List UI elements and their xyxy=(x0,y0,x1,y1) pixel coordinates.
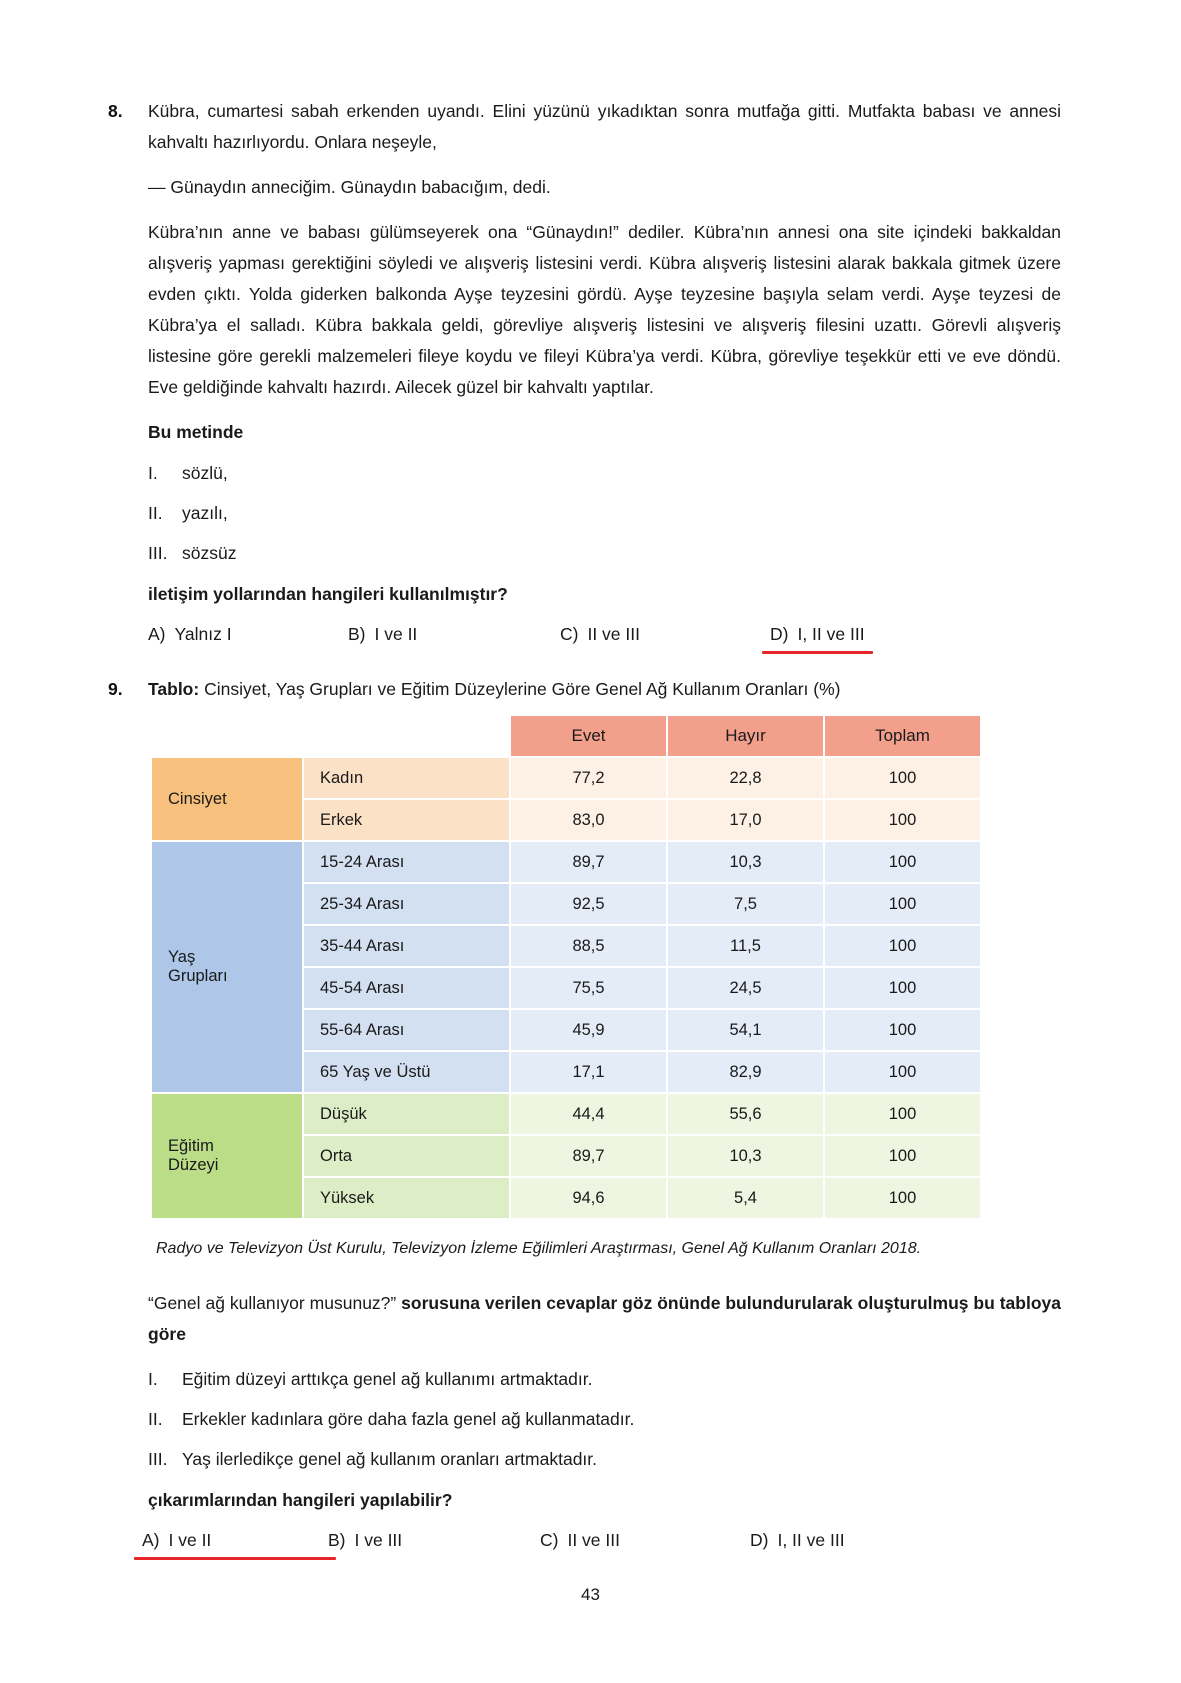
cell-hayir: 7,5 xyxy=(668,884,823,924)
question-8-paragraph-1: Kübra, cumartesi sabah erkenden uyandı. Elini yüzünü yıkadıktan sonra mutfağa gitti. Mutfakta babası ve annesi kahvaltı hazırlıyordu. Onlara neşeyle, xyxy=(148,101,1061,152)
cell-evet: 92,5 xyxy=(511,884,666,924)
cell-hayir: 11,5 xyxy=(668,926,823,966)
roman-text: sözsüz xyxy=(182,543,237,563)
option-b-text: I ve II xyxy=(374,624,418,644)
row-label: Kadın xyxy=(304,758,509,798)
list-item xyxy=(148,538,1061,569)
roman-numeral: II. xyxy=(148,503,163,523)
cell-toplam: 100 xyxy=(825,1136,980,1176)
option-d[interactable] xyxy=(750,1526,845,1554)
option-b[interactable] xyxy=(328,1526,540,1554)
table-header-row xyxy=(152,716,980,756)
question-8-prompt: iletişim yollarından hangileri kullanılmıştır? xyxy=(148,584,508,604)
header-spacer xyxy=(152,716,302,756)
row-label: 55-64 Arası xyxy=(304,1010,509,1050)
question-8 xyxy=(108,96,1061,648)
roman-numeral: III. xyxy=(148,543,168,563)
row-label: Orta xyxy=(304,1136,509,1176)
group-label-line-1: Yaş xyxy=(168,948,196,966)
table-caption-rest: Cinsiyet, Yaş Grupları ve Eğitim Düzeylerine Göre Genel Ağ Kullanım Oranları (%) xyxy=(199,679,841,699)
option-b[interactable] xyxy=(348,620,560,648)
cell-evet: 94,6 xyxy=(511,1178,666,1218)
table-source-citation: Radyo ve Televizyon Üst Kurulu, Televizyon İzleme Eğilimleri Araştırması, Genel Ağ Kullanım Oranları 2018. xyxy=(156,1240,922,1257)
option-a[interactable] xyxy=(142,1526,328,1554)
option-d-text: I, II ve III xyxy=(797,624,865,644)
list-item xyxy=(148,1364,1061,1395)
cell-hayir: 22,8 xyxy=(668,758,823,798)
roman-text: Erkekler kadınlara göre daha fazla genel ağ kullanmatadır. xyxy=(182,1409,635,1429)
table-caption xyxy=(148,674,1061,704)
cell-toplam: 100 xyxy=(825,1052,980,1092)
roman-text: yazılı, xyxy=(182,503,228,523)
option-a[interactable] xyxy=(148,620,348,648)
question-9 xyxy=(108,674,1061,704)
question-9-stem xyxy=(148,1288,1061,1350)
list-item xyxy=(148,458,1061,489)
cell-evet: 17,1 xyxy=(511,1052,666,1092)
group-label-cinsiyet: Cinsiyet xyxy=(152,758,302,840)
question-9-stem-bold: sorusuna verilen cevaplar göz önünde bulundurularak oluşturulmuş bu tabloya göre xyxy=(148,1293,1061,1344)
cell-toplam: 100 xyxy=(825,758,980,798)
column-header-hayir: Hayır xyxy=(668,716,823,756)
option-a-label: A) xyxy=(148,624,166,644)
question-8-roman-list xyxy=(148,458,1061,569)
roman-numeral: I. xyxy=(148,463,158,483)
row-label: 35-44 Arası xyxy=(304,926,509,966)
option-c[interactable] xyxy=(540,1526,750,1554)
roman-text: sözlü, xyxy=(182,463,228,483)
roman-text: Yaş ilerledikçe genel ağ kullanım oranları artmaktadır. xyxy=(182,1449,598,1469)
option-b-label: B) xyxy=(348,624,366,644)
page-number: 43 xyxy=(581,1585,600,1604)
table-row xyxy=(152,1094,980,1134)
option-c[interactable] xyxy=(560,620,770,648)
cell-evet: 44,4 xyxy=(511,1094,666,1134)
internet-usage-table xyxy=(150,714,982,1220)
cell-toplam: 100 xyxy=(825,800,980,840)
list-item xyxy=(148,1404,1061,1435)
question-8-paragraph-2: — Günaydın anneciğim. Günaydın babacığım, dedi. xyxy=(148,177,551,197)
table-row xyxy=(152,842,980,882)
roman-numeral: III. xyxy=(148,1449,168,1469)
cell-evet: 89,7 xyxy=(511,842,666,882)
question-8-paragraph-3: Kübra’nın anne ve babası gülümseyerek ona “Günaydın!” dediler. Kübra’nın annesi ona site içindeki bakkaldan alışveriş yapması gerektiğini söyledi ve alışveriş listesini verdi. Kübra alışveriş listesini alarak bakkala gitmek üzere evden çıktı. Yolda giderken balkonda Ayşe teyzesini gördü. Ayşe teyzesine başıyla selam verdi. Ayşe teyzesi de Kübra’ya el salladı. Kübra bakkala geldi, görevliye alışveriş listesini ve alışveriş filesini uzattı. Görevli alışveriş listesine göre gerekli malzemeleri fileye koydu ve fileyi Kübra’ya verdi. Kübra, görevliye teşekkür etti ve eve döndü. Eve geldiğinde kahvaltı hazırdı. Ailecek güzel bir kahvaltı yaptılar. xyxy=(148,222,1061,397)
option-a-text: I ve II xyxy=(168,1530,212,1550)
row-label: 25-34 Arası xyxy=(304,884,509,924)
cell-toplam: 100 xyxy=(825,1010,980,1050)
cell-toplam: 100 xyxy=(825,926,980,966)
option-c-label: C) xyxy=(560,624,579,644)
table-row xyxy=(152,758,980,798)
cell-hayir: 24,5 xyxy=(668,968,823,1008)
group-label-egitim-duzeyi xyxy=(152,1094,302,1218)
list-item xyxy=(148,1444,1061,1475)
row-label: Erkek xyxy=(304,800,509,840)
option-d[interactable] xyxy=(770,620,865,648)
option-b-label: B) xyxy=(328,1530,346,1550)
question-8-number: 8. xyxy=(108,101,123,121)
group-label-yas-gruplari xyxy=(152,842,302,1092)
question-8-options xyxy=(148,620,1061,648)
option-c-text: II ve III xyxy=(587,624,640,644)
roman-numeral: I. xyxy=(148,1369,158,1389)
cell-hayir: 5,4 xyxy=(668,1178,823,1218)
cell-evet: 89,7 xyxy=(511,1136,666,1176)
question-9-roman-list xyxy=(148,1364,1061,1475)
question-9-stem-quote: “Genel ağ kullanıyor musunuz?” xyxy=(148,1293,397,1313)
question-9-body xyxy=(148,674,1061,704)
cell-hayir: 17,0 xyxy=(668,800,823,840)
cell-toplam: 100 xyxy=(825,1094,980,1134)
option-d-label: D) xyxy=(750,1530,769,1550)
row-label: 45-54 Arası xyxy=(304,968,509,1008)
option-d-label: D) xyxy=(770,624,789,644)
group-label-line-1: Eğitim xyxy=(168,1137,214,1155)
cell-evet: 88,5 xyxy=(511,926,666,966)
cell-evet: 45,9 xyxy=(511,1010,666,1050)
list-item xyxy=(148,498,1061,529)
cell-evet: 77,2 xyxy=(511,758,666,798)
cell-hayir: 10,3 xyxy=(668,1136,823,1176)
question-9-options xyxy=(142,1526,1061,1554)
cell-evet: 75,5 xyxy=(511,968,666,1008)
option-c-text: II ve III xyxy=(567,1530,620,1550)
cell-toplam: 100 xyxy=(825,1178,980,1218)
group-label-line-2: Düzeyi xyxy=(168,1156,219,1174)
cell-evet: 83,0 xyxy=(511,800,666,840)
cell-toplam: 100 xyxy=(825,968,980,1008)
cell-toplam: 100 xyxy=(825,884,980,924)
option-a-text: Yalnız I xyxy=(174,624,232,644)
header-spacer-2 xyxy=(304,716,509,756)
option-a-label: A) xyxy=(142,1530,160,1550)
option-b-text: I ve III xyxy=(354,1530,403,1550)
option-d-text: I, II ve III xyxy=(777,1530,845,1550)
question-8-body xyxy=(148,96,1061,648)
cell-hayir: 54,1 xyxy=(668,1010,823,1050)
column-header-evet: Evet xyxy=(511,716,666,756)
table-caption-bold: Tablo: xyxy=(148,679,200,699)
row-label: 15-24 Arası xyxy=(304,842,509,882)
cell-hayir: 82,9 xyxy=(668,1052,823,1092)
roman-text: Eğitim düzeyi arttıkça genel ağ kullanımı artmaktadır. xyxy=(182,1369,593,1389)
question-8-lead: Bu metinde xyxy=(148,422,244,442)
cell-hayir: 10,3 xyxy=(668,842,823,882)
cell-hayir: 55,6 xyxy=(668,1094,823,1134)
question-9-number: 9. xyxy=(108,679,123,699)
row-label: Düşük xyxy=(304,1094,509,1134)
row-label: Yüksek xyxy=(304,1178,509,1218)
question-9-prompt: çıkarımlarından hangileri yapılabilir? xyxy=(148,1490,453,1510)
row-label: 65 Yaş ve Üstü xyxy=(304,1052,509,1092)
roman-numeral: II. xyxy=(148,1409,163,1429)
cell-toplam: 100 xyxy=(825,842,980,882)
column-header-toplam: Toplam xyxy=(825,716,980,756)
group-label-line-2: Grupları xyxy=(168,967,228,985)
option-c-label: C) xyxy=(540,1530,559,1550)
